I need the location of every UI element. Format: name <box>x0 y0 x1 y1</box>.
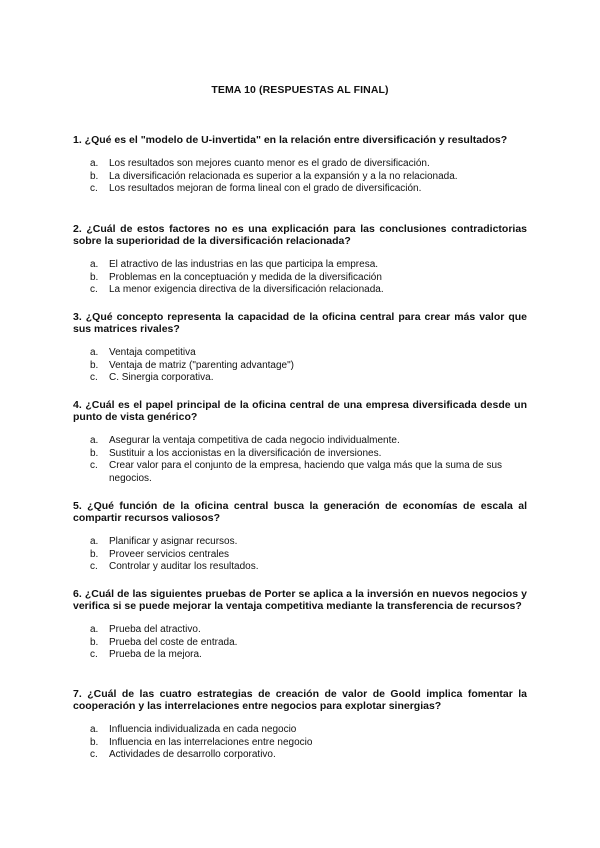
option-text: La menor exigencia directiva de la diversificación relacionada. <box>109 284 384 295</box>
question-text: 4. ¿Cuál es el papel principal de la oficina central de una empresa diversificada desde un punto de vista genérico? <box>73 399 527 423</box>
option-item <box>73 183 527 196</box>
option-text: Asegurar la ventaja competitiva de cada negocio individualmente. <box>109 435 400 446</box>
option-item <box>73 724 527 737</box>
option-text: Proveer servicios centrales <box>109 548 230 560</box>
option-letter: b. <box>90 359 99 371</box>
question-5 <box>73 500 527 574</box>
question-text: 3. ¿Qué concepto representa la capacidad de la oficina central para crear más valor que sus matrices rivales? <box>73 311 527 335</box>
option-list <box>73 435 527 485</box>
option-letter: b. <box>90 736 99 748</box>
option-letter: c. <box>90 183 98 194</box>
question-text: 5. ¿Qué función de la oficina central busca la generación de economías de escala al compartir recursos valiosos? <box>73 500 527 524</box>
option-letter: c. <box>90 649 98 660</box>
option-letter: b. <box>90 447 99 459</box>
option-letter: a. <box>90 158 99 169</box>
option-item <box>73 624 527 637</box>
question-3 <box>73 311 527 385</box>
option-item <box>73 637 527 650</box>
option-letter: c. <box>90 372 98 383</box>
question-text: 2. ¿Cuál de estos factores no es una explicación para las conclusiones contradictorias sobre la superioridad de la diversificación relacionada? <box>73 223 527 247</box>
option-letter: a. <box>90 536 99 547</box>
option-list <box>73 536 527 574</box>
option-list <box>73 624 527 662</box>
option-item <box>73 561 527 574</box>
option-text: Crear valor para el conjunto de la empresa, haciendo que valga más que la suma de sus negocios. <box>109 460 503 484</box>
option-text: Controlar y auditar los resultados. <box>109 561 259 572</box>
option-letter: c. <box>90 284 98 295</box>
option-text: Actividades de desarrollo corporativo. <box>109 749 276 760</box>
option-item <box>73 171 527 184</box>
option-letter: c. <box>90 561 98 572</box>
question-2 <box>73 223 527 297</box>
option-item <box>73 460 527 485</box>
option-letter: b. <box>90 170 99 182</box>
option-letter: b. <box>90 548 99 560</box>
option-letter: a. <box>90 435 99 446</box>
page-title: TEMA 10 (RESPUESTAS AL FINAL) <box>211 84 389 96</box>
option-text: Influencia en las interrelaciones entre negocio <box>109 736 313 748</box>
option-text: C. Sinergia corporativa. <box>109 372 214 383</box>
option-item <box>73 649 527 662</box>
option-text: Prueba del coste de entrada. <box>109 636 238 648</box>
option-letter: a. <box>90 347 99 358</box>
option-text: La diversificación relacionada es superior a la expansión y a la no relacionada. <box>109 170 458 182</box>
question-text: 7. ¿Cuál de las cuatro estrategias de creación de valor de Goold implica fomentar la cooperación y las interrelaciones entre negocios para explotar sinergias? <box>73 688 527 712</box>
option-text: Problemas en la conceptuación y medida de la diversificación <box>109 271 382 283</box>
option-item <box>73 347 527 360</box>
option-text: Prueba de la mejora. <box>109 649 202 660</box>
option-text: Ventaja competitiva <box>109 347 196 358</box>
option-item <box>73 158 527 171</box>
option-letter: b. <box>90 636 99 648</box>
option-letter: a. <box>90 724 99 735</box>
option-list <box>73 158 527 196</box>
question-text: 6. ¿Cuál de las siguientes pruebas de Porter se aplica a la inversión en nuevos negocios y verifica si se puede mejorar la ventaja competitiva mediante la transferencia de recursos? <box>73 588 527 612</box>
question-7 <box>73 688 527 762</box>
option-item <box>73 435 527 448</box>
option-item <box>73 360 527 373</box>
option-list <box>73 724 527 762</box>
option-text: Prueba del atractivo. <box>109 624 201 635</box>
option-item <box>73 284 527 297</box>
option-item <box>73 272 527 285</box>
option-item <box>73 737 527 750</box>
option-letter: b. <box>90 271 99 283</box>
option-text: Ventaja de matriz ("parenting advantage") <box>109 359 294 371</box>
option-item <box>73 448 527 461</box>
option-text: Los resultados mejoran de forma lineal con el grado de diversificación. <box>109 183 422 194</box>
option-letter: c. <box>90 460 98 471</box>
option-item <box>73 549 527 562</box>
option-list <box>73 259 527 297</box>
option-text: El atractivo de las industrias en las que participa la empresa. <box>109 259 379 270</box>
option-text: Planificar y asignar recursos. <box>109 536 238 547</box>
option-letter: c. <box>90 749 98 760</box>
option-letter: a. <box>90 259 99 270</box>
question-1 <box>73 134 527 196</box>
option-item <box>73 259 527 272</box>
question-text: 1. ¿Qué es el "modelo de U-invertida" en la relación entre diversificación y resultados? <box>73 134 508 146</box>
option-text: Influencia individualizada en cada negocio <box>109 724 297 735</box>
question-4 <box>73 399 527 485</box>
option-text: Sustituir a los accionistas en la diversificación de inversiones. <box>109 447 382 459</box>
option-item <box>73 749 527 762</box>
option-item <box>73 372 527 385</box>
question-6 <box>73 588 527 662</box>
option-item <box>73 536 527 549</box>
option-letter: a. <box>90 624 99 635</box>
option-text: Los resultados son mejores cuanto menor es el grado de diversificación. <box>109 158 430 169</box>
option-list <box>73 347 527 385</box>
